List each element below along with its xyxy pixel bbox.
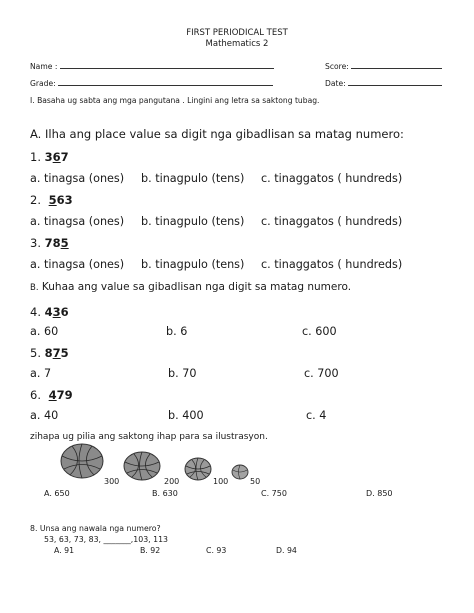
grade-blank [58,77,273,86]
item-2-number: 2. 563 [30,193,73,207]
q7-option-d: D. 850 [366,489,393,498]
item-6-option-b: b. 400 [168,409,204,422]
item-1-option-b: b. tinagpulo (tens) [141,172,245,185]
name-blank [60,60,274,69]
item-2-option-c: c. tinaggatos ( hundreds) [261,215,403,228]
instruction: I. Basaha ug sabta ang mga pangutana . Lingini ang letra sa saktong tubag. [30,96,320,105]
ball-label-300: 300 [104,477,120,486]
basketball-50-image [232,465,248,479]
q7-option-c: C. 750 [261,489,287,498]
item-4-option-a: a. 60 [30,325,59,338]
score-field-row [325,60,442,71]
question-7-prompt: zihapa ug pilia ang saktong ihap para sa ilustrasyon. [30,432,268,442]
test-subtitle: Mathematics 2 [205,39,269,49]
grade-field-row [30,77,273,88]
item-6-option-c: c. 4 [306,409,327,422]
grade-label: Grade: [30,79,56,88]
item-1-number: 1. 367 [30,150,69,164]
item-5-option-a: a. 7 [30,367,52,380]
item-1-option-a: a. tinagsa (ones) [30,172,125,185]
score-label: Score: [325,62,349,71]
q7-option-a: A. 650 [44,489,70,498]
item-3-option-b: b. tinagpulo (tens) [141,258,245,271]
q8-option-d: D. 94 [276,546,297,555]
ball-label-100: 100 [213,477,229,486]
basketball-300-image [61,444,103,478]
item-4-option-c: c. 600 [302,325,337,338]
item-3-option-a: a. tinagsa (ones) [30,258,125,271]
score-blank [351,60,442,69]
section-a-heading: A. Ilha ang place value sa digit nga gibadlisan sa matag numero: [30,127,404,141]
item-2-option-a: a. tinagsa (ones) [30,215,125,228]
name-label: Name : [30,62,58,71]
item-5-option-b: b. 70 [168,367,197,380]
name-field-row [30,60,274,71]
question-8-sequence: 53, 63, 73, 83, _______,103, 113 [44,535,169,544]
item-2-option-b: b. tinagpulo (tens) [141,215,245,228]
item-4-number: 4. 436 [30,305,69,319]
section-b-heading: B. Kuhaa ang value sa gibadlisan nga digit sa matag numero. [30,281,352,293]
q7-option-b: B. 630 [152,489,178,498]
q8-option-b: B. 92 [140,546,161,555]
test-title: FIRST PERIODICAL TEST [186,28,288,38]
question-8-prompt: 8. Unsa ang nawala nga numero? [30,524,161,533]
item-5-number: 5. 875 [30,346,69,360]
basketball-100-image [185,458,211,480]
item-5-option-c: c. 700 [304,367,339,380]
item-3-number: 3. 785 [30,236,69,250]
basketballs-illustration [58,442,268,487]
date-blank [348,77,442,86]
q8-option-c: C. 93 [206,546,227,555]
date-label: Date: [325,79,346,88]
item-6-number: 6. 479 [30,388,73,402]
q8-option-a: A. 91 [54,546,75,555]
item-4-option-b: b. 6 [166,325,188,338]
item-1-option-c: c. tinaggatos ( hundreds) [261,172,403,185]
ball-label-200: 200 [164,477,180,486]
item-6-option-a: a. 40 [30,409,59,422]
date-field-row [325,77,442,88]
ball-label-50: 50 [250,477,261,486]
item-3-option-c: c. tinaggatos ( hundreds) [261,258,403,271]
basketball-200-image [124,452,160,480]
